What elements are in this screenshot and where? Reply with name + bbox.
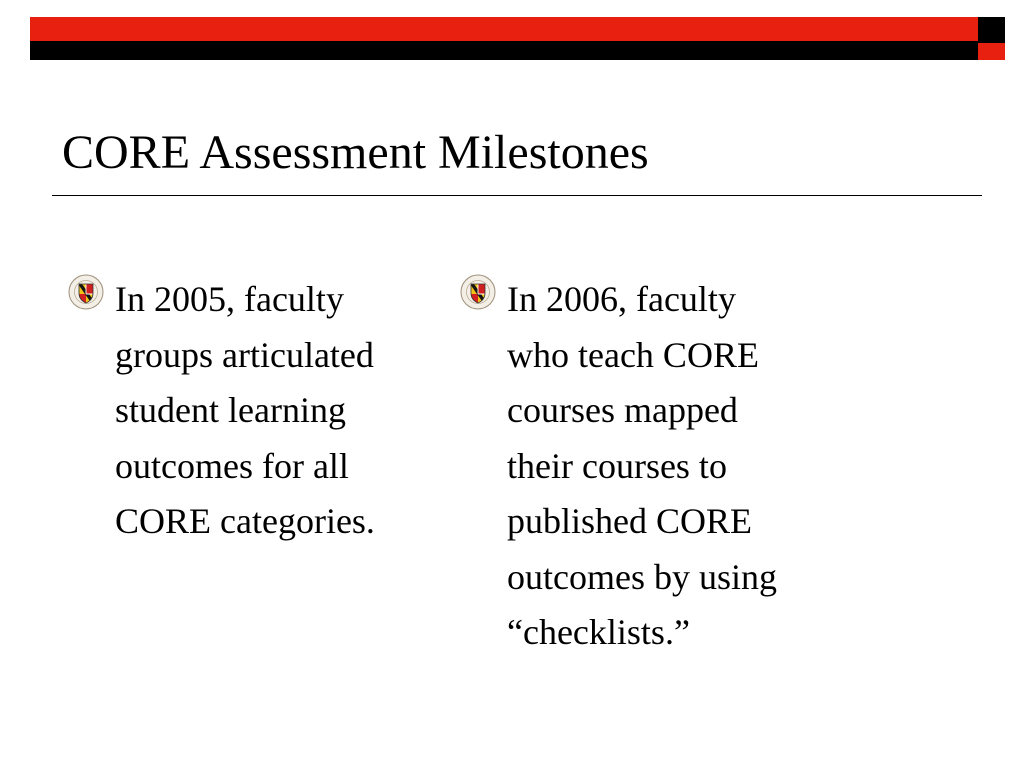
title-divider [52, 195, 982, 196]
bullet-text-2006: In 2006, faculty who teach CORE courses mapped their courses to published CORE outcomes by using “checklists.” [507, 279, 777, 652]
bullet-text-2005: In 2005, faculty groups articulated student learning outcomes for all CORE categories. [115, 279, 375, 541]
corner-block-black [978, 17, 1005, 43]
corner-block-red [978, 43, 1005, 60]
university-of-maryland-seal-icon [460, 274, 496, 310]
university-of-maryland-seal-icon [68, 274, 104, 310]
top-decorative-bar [30, 17, 978, 60]
slide-title: CORE Assessment Milestones [62, 126, 649, 179]
top-bar-red-stripe [30, 17, 978, 41]
